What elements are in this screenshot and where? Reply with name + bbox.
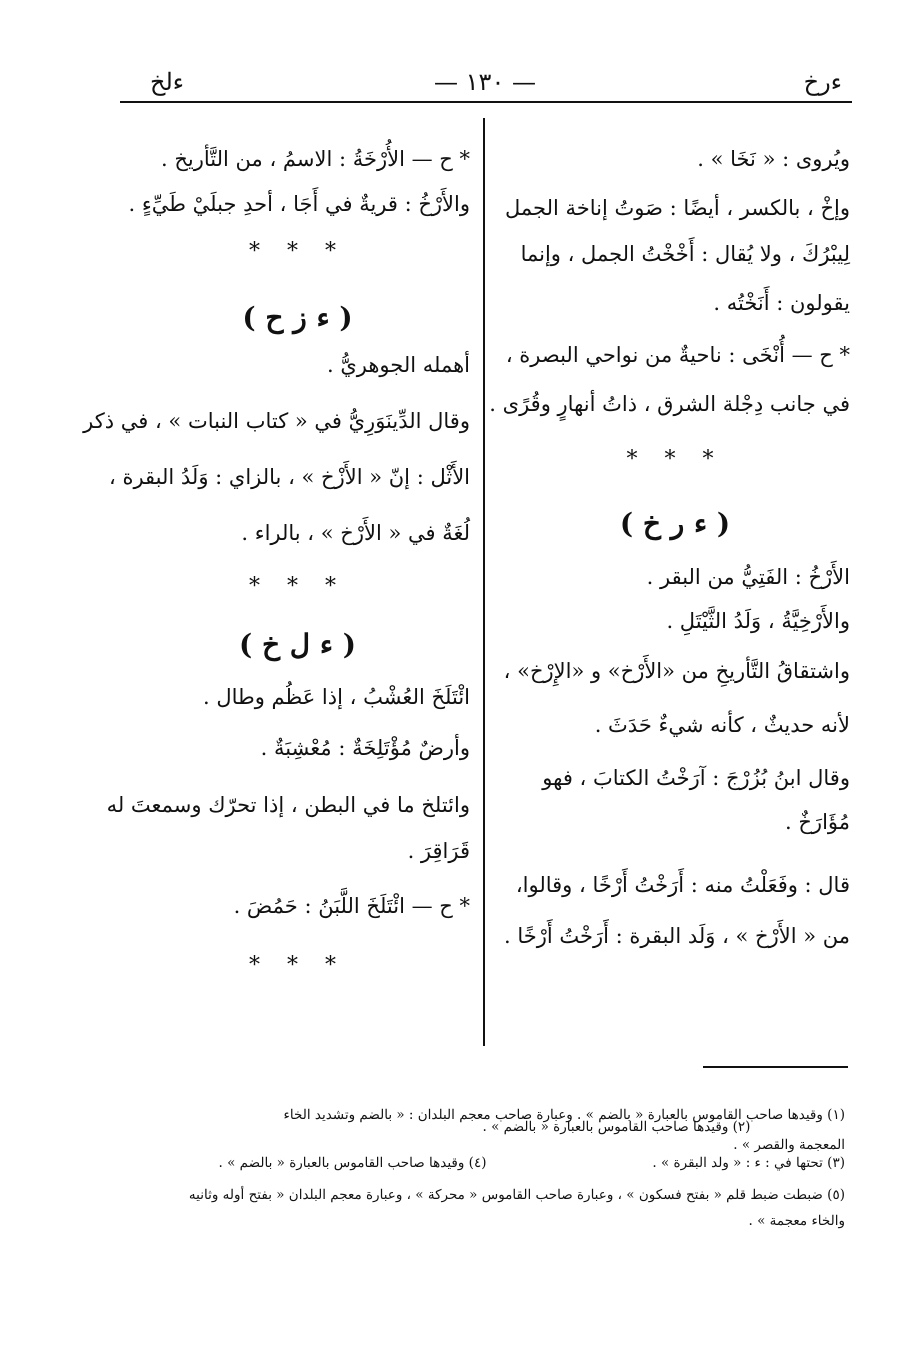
footnote-5: (٥) ضبطت ضبط قلم « بفتح فسكون » ، وعبارة صاحب القاموس « محركة » ، وعبارة معجم البلدان « بفتح أوله وثانيه [188,1187,845,1203]
header-rule [120,101,852,103]
text-line: أهمله الجوهريُّ . [326,353,470,377]
text-line: لأنه حديثٌ ، كأنه شيءٌ حَدَثَ . [594,713,850,737]
section-separator: * * * [626,447,724,472]
column-divider [483,118,485,1046]
footnote-rule [703,1066,848,1068]
entry-heading: ( ء ل خ ) [238,628,357,661]
text-line: وقال الدِّينَوَرِيُّ في « كتاب النبات » ، في ذكر [83,409,470,433]
section-separator: * * * [249,953,346,978]
text-line: * ح — الأُرْخَةُ : الاسمُ ، من التَّأريخ . [161,147,470,171]
left-column [83,130,470,986]
text-line: يقولون : أَنَخْتُه . [713,291,850,315]
text-line: * ح — ائْتَلَخَ اللَّبَنُ : حَمُضَ . [233,894,470,918]
text-line: الأَرْخُ : الفَتِيُّ من البقر . [646,565,850,589]
text-line: ويُروى : « نَخَا » . [697,147,850,171]
entry-heading: ( ء ز ح ) [242,301,353,334]
footnote-4: (٤) وقيدها صاحب القاموس بالعبارة « بالضم » . [218,1155,487,1171]
text-line: وائتلخ ما في البطن ، إذا تحرّك وسمعتَ له [106,793,470,817]
text-line: ائْتَلَخَ العُشْبُ ، إذا عَظُم وطال . [202,685,470,709]
footnote-2: (٢) وقيدها صاحب القاموس بالعبارة « بالضم » . [482,1119,751,1135]
footnote-1-continued: المعجمة والقصر » . [733,1137,845,1153]
right-column [489,130,850,956]
text-line: في جانب دِجْلة الشرق ، ذاتُ أنهارٍ وقُرًى . [489,392,850,416]
footnote-1: (١) وقيدها صاحب القاموس بالعبارة « بالضم » . وعبارة صاحب معجم البلدان : « بالضم وتشديد الخاء [283,1107,845,1123]
text-line: وإخْ ، بالكسر ، أيضًا : صَوتُ إناخة الجمل [504,196,850,220]
footnotes [120,1105,845,1231]
page-number: — ١٣٠ — [434,68,536,96]
text-line: وأرضٌ مُؤْتَلِخَةٌ : مُعْشِبَةٌ . [260,736,470,760]
text-line: وقال ابنُ بُزُرْجَ : آرَخْتُ الكتابَ ، فهو [542,766,850,790]
text-line: واشتقاقُ التَّأريخِ من «الأَرْخ» و «الإِرْخ» ، [503,659,850,683]
text-line: مُؤَارَخٌ . [785,810,850,834]
text-line: قال : وفَعَلْتُ منه : أَرَخْتُ أَرْخًا ، وقالوا، [515,873,850,897]
text-line: لِيبْرُكَ ، ولا يُقال : أَخْخْتُ الجمل ، وإنما [520,242,850,266]
text-line: من « الأَرْخ » ، وَلَد البقرة : أَرَخْتُ أَرْخًا . [504,924,850,948]
running-head-right: ءرخ [803,68,842,96]
text-line: لُغَةٌ في « الأَرْخ » ، بالراء . [241,521,470,545]
text-line: والأَرْخُ : قريةٌ في أَجَا ، أحدِ جبلَيْ طَيِّءٍ . [128,192,470,216]
section-separator: * * * [249,574,346,599]
text-line: والأَرْخِيَّةُ ، وَلَدُ الثَّيْتَلِ . [666,609,850,633]
text-line: * ح — أُنْخَى : ناحيةٌ من نواحي البصرة ، [505,343,850,367]
running-head-left: ءلخ [150,68,185,96]
footnote-3: (٣) تحتها في : ء : « ولد البقرة » . [652,1155,845,1171]
footnote-5-continued: والخاء معجمة » . [748,1213,845,1229]
text-line: الأَثْل : إنّ « الأَزْخ » ، بالزاي : وَلَدُ البقرة ، [109,465,470,489]
text-line: قَرَاقِرَ . [407,839,470,863]
page-header [120,60,850,100]
section-separator: * * * [249,239,346,264]
entry-heading: ( ء ر خ ) [619,507,731,540]
